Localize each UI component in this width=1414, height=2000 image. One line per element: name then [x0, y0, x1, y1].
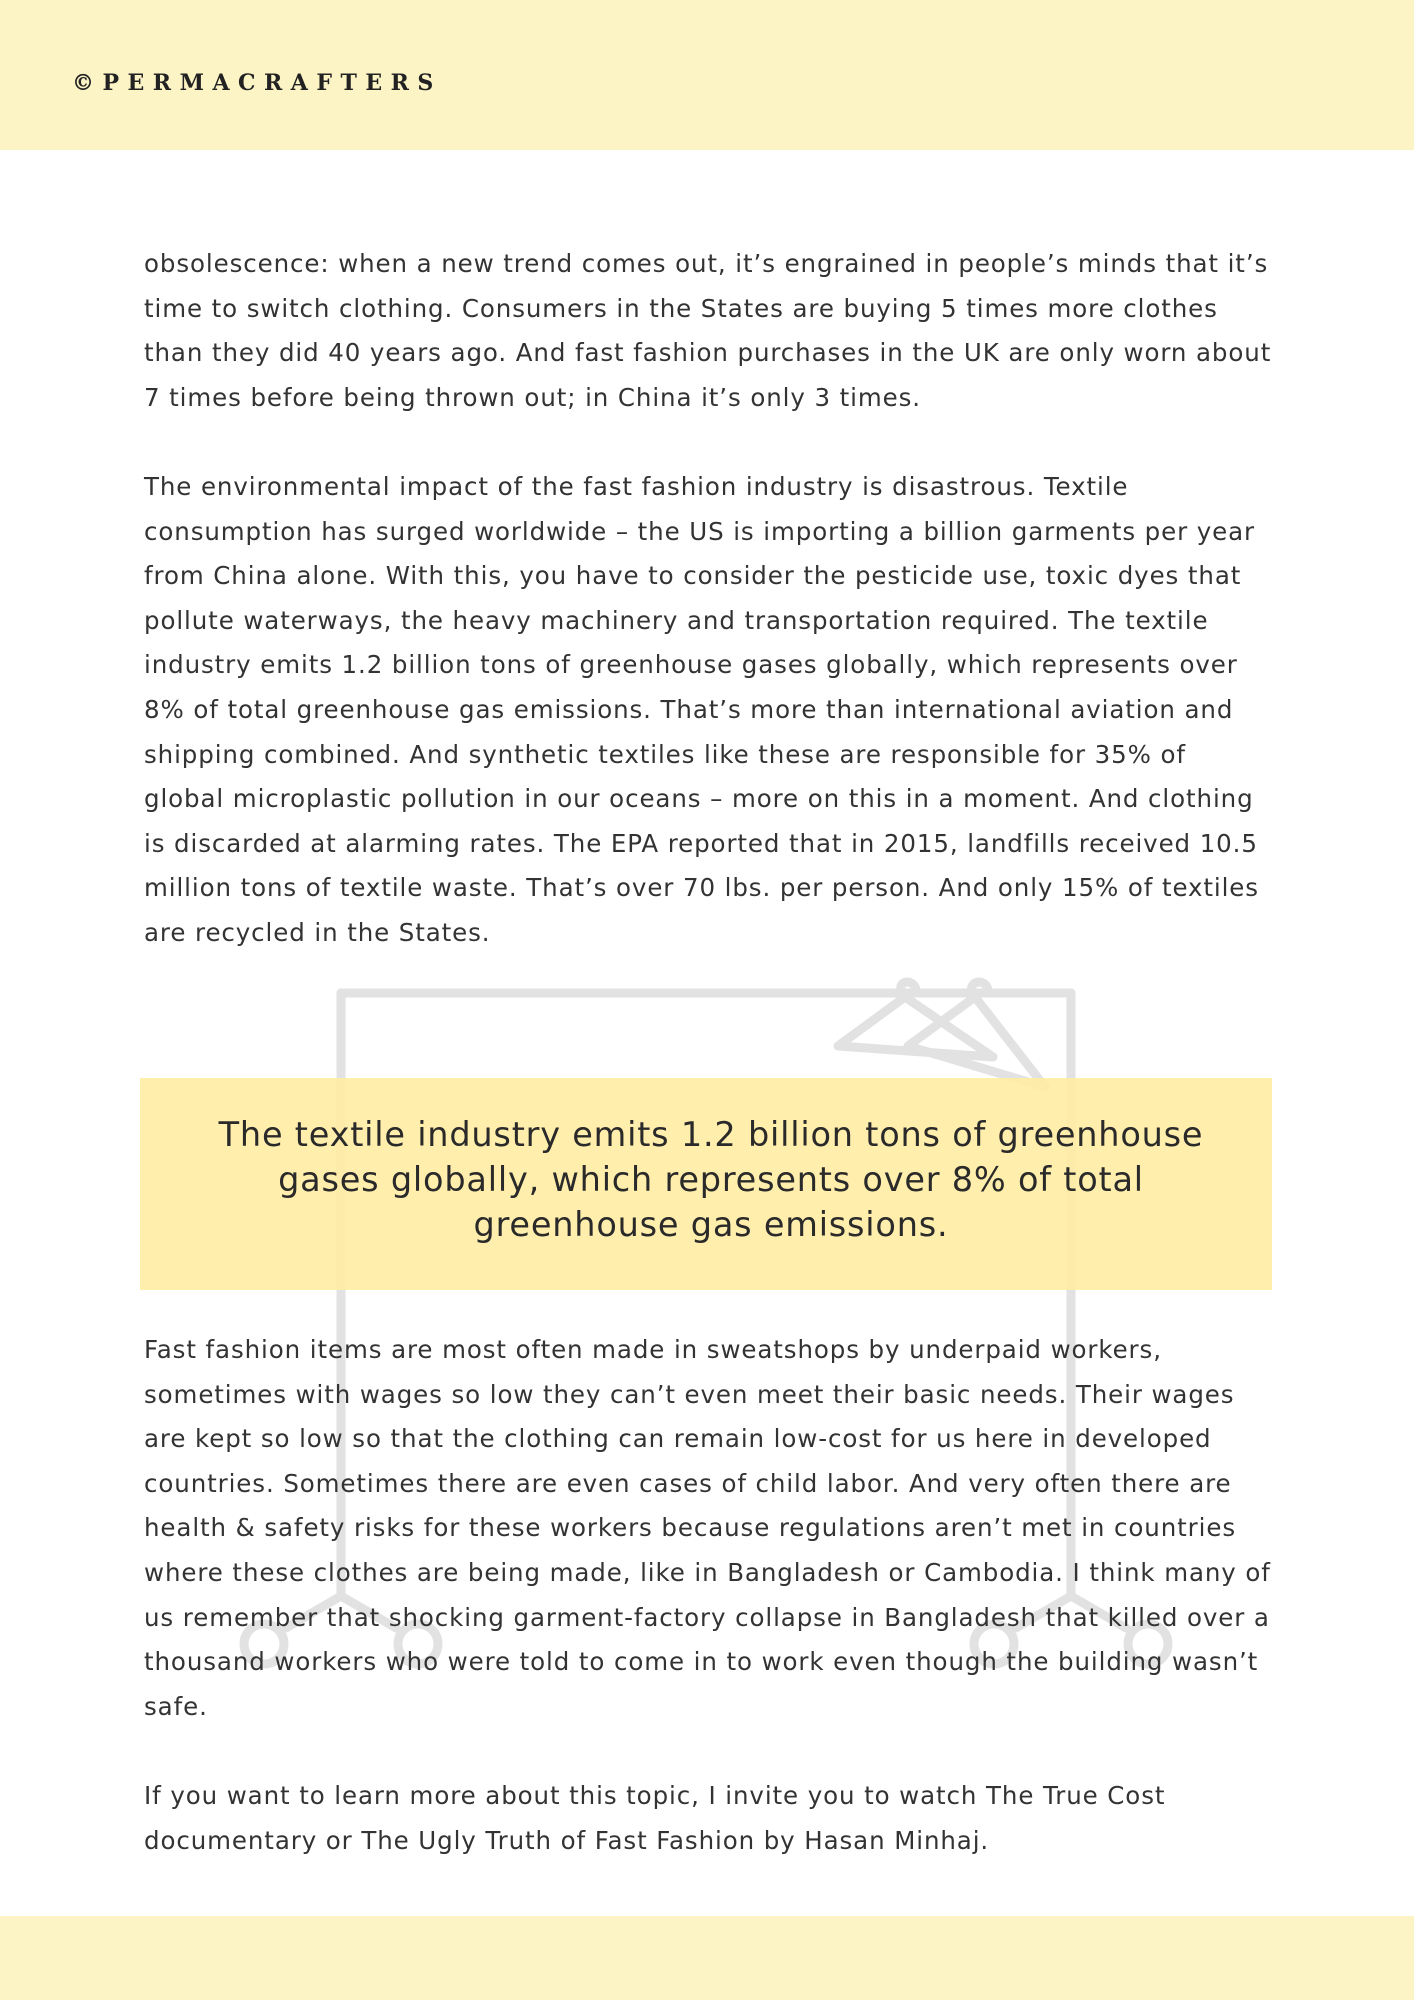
body-paragraph-learn-more: If you want to learn more about this topic, I invite you to watch The True Cost documentary or The Ugly Truth of Fast Fashion by Hasan Minhaj. — [144, 1781, 1166, 1855]
body-paragraph-obsolescence: obsolescence: when a new trend comes out, it’s engrained in people’s minds that it’s time to switch clothing. Consumers in the States are buying 5 times more clothes than they did 40 years ago. And fast fashion purchases in the UK are only worn about 7 times before being thrown out; in China it’s only 3 times. — [144, 249, 1272, 412]
footer-band — [0, 1916, 1414, 2000]
body-paragraph-environmental-impact: The environmental impact of the fast fashion industry is disastrous. Textile consumption has surged worldwide – the US is importing a billion garments per year from China alone. With this, you have to consider the pesticide use, toxic dyes that pollute waterways, the heavy machinery and transportation required. The textile industry emits 1.2 billion tons of greenhouse gases globally, which represents over 8% of total greenhouse gas emissions. That’s more than international aviation and shipping combined. And synthetic textiles like these are responsible for 35% of global microplastic pollution in our oceans – more on this in a moment. And clothing is discarded at alarming rates. The EPA reported that in 2015, landfills received 10.5 million tons of textile waste. That’s over 70 lbs. per person. And only 15% of textiles are recycled in the States. — [144, 472, 1259, 947]
brand-name: ©PERMACRAFTERS — [72, 70, 442, 96]
body-paragraph-sweatshops: Fast fashion items are most often made in sweatshops by underpaid workers, sometimes with wages so low they can’t even meet their basic needs. Their wages are kept so low so that the clothing can remain low-cost for us here in developed countries. Sometimes there are even cases of child labor. And very often there are health & safety risks for these workers because regulations aren’t met in countries where these clothes are being made, like in Bangladesh or Cambodia. I think many of us remember that shocking garment-factory collapse in Bangladesh that killed over a thousand workers who were told to come in to work even though the building wasn’t safe. — [144, 1335, 1271, 1721]
pull-quote: The textile industry emits 1.2 billion tons of greenhouse gases globally, which represents over 8% of total greenhouse gas emissions. — [218, 1115, 1204, 1244]
